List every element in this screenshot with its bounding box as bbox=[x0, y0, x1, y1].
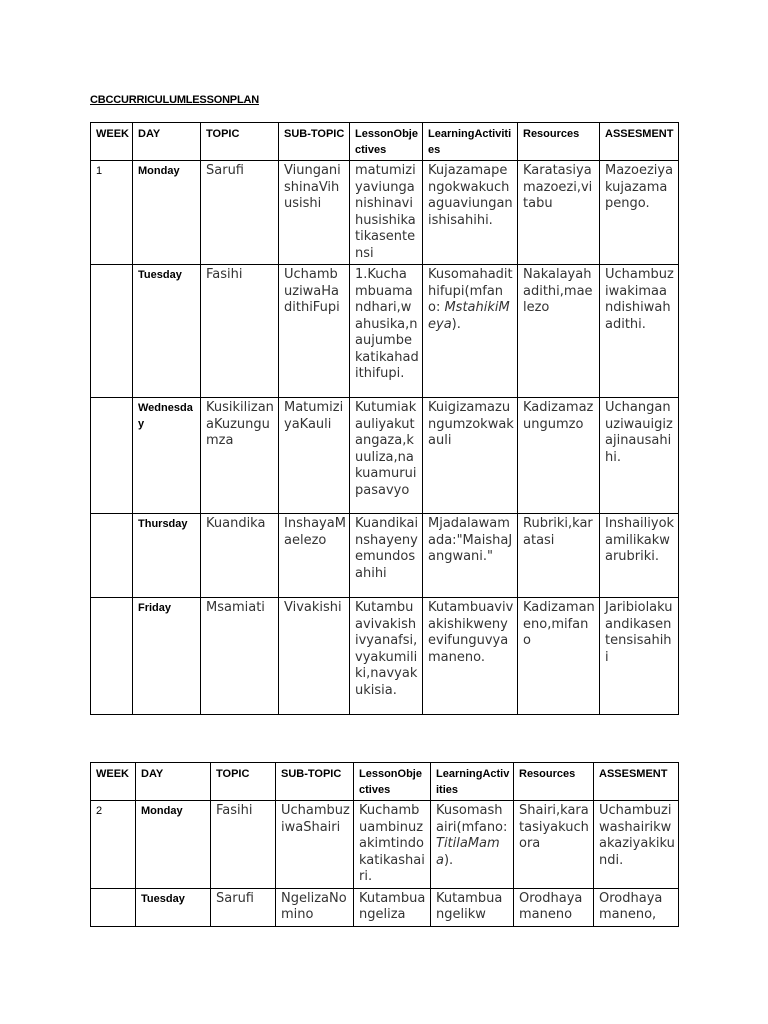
activities-text: Kutambuavivakishikwenyevifunguvyamaneno. bbox=[428, 600, 514, 665]
subtopic-cell: InshayaMaelezo bbox=[279, 514, 350, 598]
objectives-cell: Kutambuangeliza bbox=[354, 888, 431, 926]
activities-cell bbox=[423, 265, 518, 398]
table-row bbox=[91, 514, 679, 598]
day-cell: Wednesday bbox=[133, 398, 201, 514]
subtopic-cell: Vivakishi bbox=[279, 598, 350, 715]
day-cell: Monday bbox=[133, 161, 201, 265]
resources-cell: Kadizamaneno,mifano bbox=[518, 598, 600, 715]
week-number: 2 bbox=[91, 801, 136, 889]
resources-cell: Orodhayamaneno bbox=[514, 888, 594, 926]
activities-cell bbox=[423, 598, 518, 715]
activities-cell bbox=[423, 398, 518, 514]
header-subtopic: SUB-TOPIC bbox=[276, 763, 354, 801]
topic-cell: Msamiati bbox=[201, 598, 279, 715]
day-cell: Friday bbox=[133, 598, 201, 715]
header-objectives: LessonObjectives bbox=[350, 123, 423, 161]
day-cell: Monday bbox=[136, 801, 211, 889]
week-empty-cell bbox=[91, 398, 133, 514]
lesson-plan-table-week-1 bbox=[90, 122, 679, 715]
header-resources: Resources bbox=[518, 123, 600, 161]
subtopic-cell: NgelizaNomino bbox=[276, 888, 354, 926]
objectives-cell: Kuandikainshayenyemundosahihi bbox=[350, 514, 423, 598]
header-week: WEEK bbox=[91, 123, 133, 161]
objectives-cell: 1.Kuchambuamandhari,wahusika,naujumbekatikahadithifupi. bbox=[350, 265, 423, 398]
activities-text: Kusomashairi(mfano: bbox=[436, 803, 508, 835]
week-empty-cell bbox=[91, 888, 136, 926]
header-assessment: ASSESMENT bbox=[600, 123, 679, 161]
topic-cell: Kuandika bbox=[201, 514, 279, 598]
topic-cell: Fasihi bbox=[211, 801, 276, 889]
table-row bbox=[91, 801, 679, 889]
table-row bbox=[91, 598, 679, 715]
activities-text-end: ). bbox=[443, 852, 454, 868]
objectives-cell: Kutumiakauliyakutangaza,kuuliza,nakuamuruipasavyo bbox=[350, 398, 423, 514]
week-empty-cell bbox=[91, 265, 133, 398]
table-row bbox=[91, 161, 679, 265]
header-topic: TOPIC bbox=[211, 763, 276, 801]
assessment-cell: Mazoeziyakujazamapengo. bbox=[600, 161, 679, 265]
topic-cell: Sarufi bbox=[201, 161, 279, 265]
activities-text: Kusomahadithifupi(mfano: bbox=[428, 267, 513, 315]
day-cell: Tuesday bbox=[136, 888, 211, 926]
activities-italic-title: TitilaMama bbox=[436, 836, 500, 868]
week-empty-cell bbox=[91, 514, 133, 598]
topic-cell: Fasihi bbox=[201, 265, 279, 398]
assessment-cell: Uchanganuziwauigizajinausahihi. bbox=[600, 398, 679, 514]
activities-cell bbox=[423, 514, 518, 598]
activities-text-end: ). bbox=[451, 316, 461, 332]
assessment-cell: Jaribiolakuandikasentensisahihi bbox=[600, 598, 679, 715]
activities-cell bbox=[431, 888, 514, 926]
activities-cell bbox=[423, 161, 518, 265]
header-assessment: ASSESMENT bbox=[594, 763, 679, 801]
assessment-cell: Uchambuziwakimaandishiwahadithi. bbox=[600, 265, 679, 398]
objectives-cell: Kuchambuambinuzakimtindokatikashairi. bbox=[354, 801, 431, 889]
topic-cell: KusikilizanaKuzungumza bbox=[201, 398, 279, 514]
subtopic-cell: UchambuziwaHadithiFupi bbox=[279, 265, 350, 398]
resources-cell: Rubriki,karatasi bbox=[518, 514, 600, 598]
table-row bbox=[91, 265, 679, 398]
objectives-cell: matumiziyaviunganishinavihusishikatikasentensi bbox=[350, 161, 423, 265]
activities-cell bbox=[431, 801, 514, 889]
table-row bbox=[91, 888, 679, 926]
resources-cell: Kadizamazungumzo bbox=[518, 398, 600, 514]
header-activities: LearningActivities bbox=[431, 763, 514, 801]
subtopic-cell: ViunganishinaVihusishi bbox=[279, 161, 350, 265]
week-empty-cell bbox=[91, 598, 133, 715]
header-row bbox=[91, 123, 679, 161]
activities-text: Kuigizamazungumzokwakauli bbox=[428, 400, 514, 448]
assessment-cell: Inshailiyokamilikakwarubriki. bbox=[600, 514, 679, 598]
assessment-cell: Uchambuziwashairikwakaziyakikundi. bbox=[594, 801, 679, 889]
header-objectives: LessonObjectives bbox=[354, 763, 431, 801]
header-day: DAY bbox=[136, 763, 211, 801]
document-title: CBCCURRICULUMLESSONPLAN bbox=[90, 94, 259, 106]
day-cell: Tuesday bbox=[133, 265, 201, 398]
subtopic-cell: MatumiziyaKauli bbox=[279, 398, 350, 514]
header-week: WEEK bbox=[91, 763, 136, 801]
activities-italic-title: MstahikiMeya bbox=[428, 300, 510, 332]
resources-cell: Nakalayahadithi,maelezo bbox=[518, 265, 600, 398]
assessment-cell: Orodhaya maneno, bbox=[594, 888, 679, 926]
day-cell: Thursday bbox=[133, 514, 201, 598]
activities-text: Kutambuangelikw bbox=[436, 890, 503, 922]
resources-cell: Shairi,karatasiyakuchora bbox=[514, 801, 594, 889]
activities-text: Mjadalawamada:"MaishaJangwani." bbox=[428, 516, 513, 564]
activities-text: Kujazamapengokwakuchaguaviunganishisahihi. bbox=[428, 163, 513, 228]
header-row bbox=[91, 763, 679, 801]
lesson-plan-table-week-2 bbox=[90, 762, 679, 927]
header-day: DAY bbox=[133, 123, 201, 161]
subtopic-cell: UchambuziwaShairi bbox=[276, 801, 354, 889]
header-subtopic: SUB-TOPIC bbox=[279, 123, 350, 161]
header-activities: LearningActivities bbox=[423, 123, 518, 161]
topic-cell: Sarufi bbox=[211, 888, 276, 926]
week-number: 1 bbox=[91, 161, 133, 265]
resources-cell: Karatasiyamazoezi,vitabu bbox=[518, 161, 600, 265]
header-resources: Resources bbox=[514, 763, 594, 801]
header-topic: TOPIC bbox=[201, 123, 279, 161]
objectives-cell: Kutambuavivakishivyanafsi,vyakumiliki,navyakukisia. bbox=[350, 598, 423, 715]
table-row bbox=[91, 398, 679, 514]
